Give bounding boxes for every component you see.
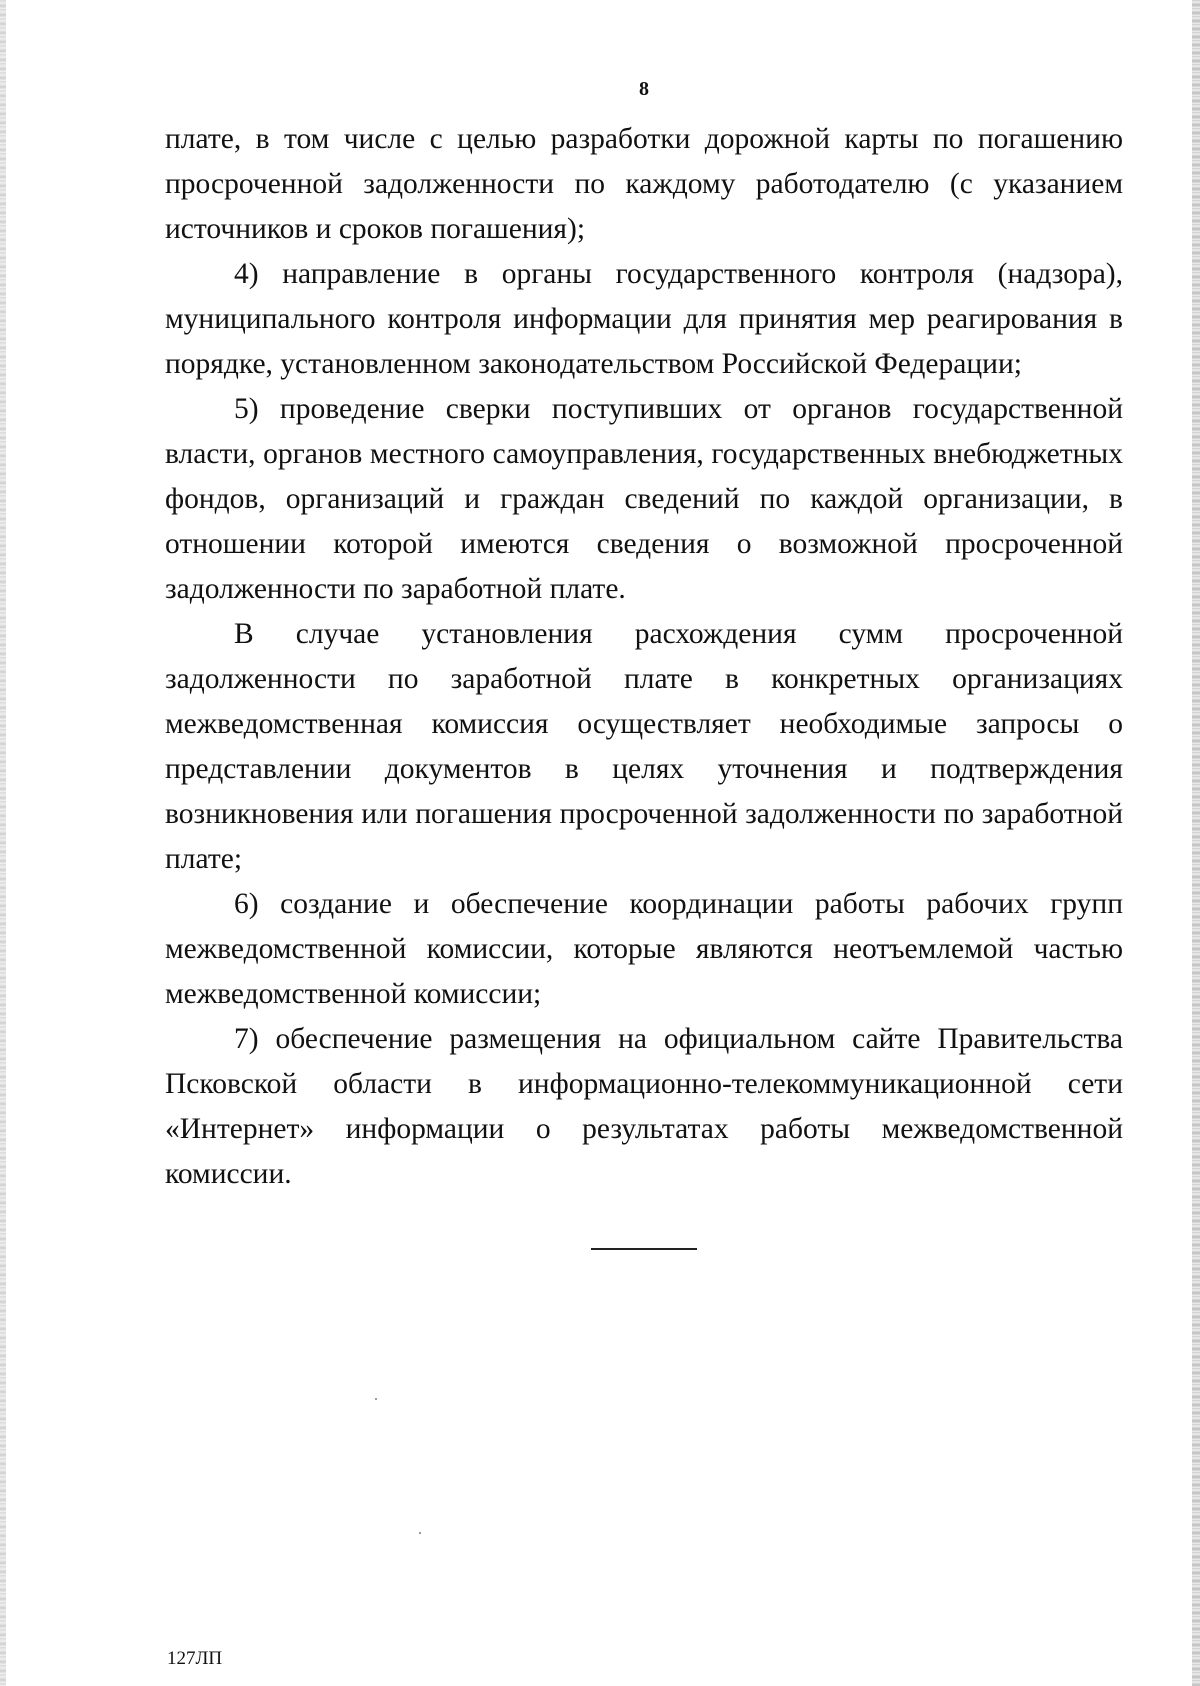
- paragraph-item-4: 4) направление в органы государственного контроля (надзора), муниципального контроля информации для принятия мер реагирования в порядке, установленном законодательством Российской Федерации;: [165, 258, 1123, 380]
- document-body: [165, 117, 1123, 1197]
- paragraph-item-5: 5) проведение сверки поступивших от органов государственной власти, органов местного самоуправления, государственных внебюджетных фондов, организаций и граждан сведений по каждой организации, в отношении которой имеются сведения о возможной просроченной задолженности по заработной плате.: [165, 393, 1123, 605]
- scan-speck: [375, 1398, 377, 1400]
- paragraph-discrepancy-note: В случае установления расхождения сумм просроченной задолженности по заработной плате в конкретных организациях межведомственная комиссия осуществляет необходимые запросы о представлении документов в целях уточнения и подтверждения возникновения или погашения просроченной задолженности по заработной плате;: [165, 618, 1123, 875]
- end-divider-line: [591, 1248, 697, 1250]
- paragraph-item-6: 6) создание и обеспечение координации работы рабочих групп межведомственной комиссии, которые являются неотъемлемой частью межведомственной комиссии;: [165, 888, 1123, 1010]
- paragraph-item-7: 7) обеспечение размещения на официальном сайте Правительства Псковской области в информационно-телекоммуникационной сети «Интернет» информации о результатах работы межведомственной комиссии.: [165, 1023, 1123, 1190]
- scan-edge-left: [0, 0, 6, 1686]
- paragraph-continuation: плате, в том числе с целью разработки дорожной карты по погашению просроченной задолженности по каждому работодателю (с указанием источников и сроков погашения);: [165, 123, 1123, 245]
- page-number: 8: [639, 78, 649, 100]
- document-code: 127ЛП: [167, 1648, 223, 1669]
- scan-speck: [419, 1532, 421, 1534]
- scan-edge-right: [1192, 0, 1200, 1686]
